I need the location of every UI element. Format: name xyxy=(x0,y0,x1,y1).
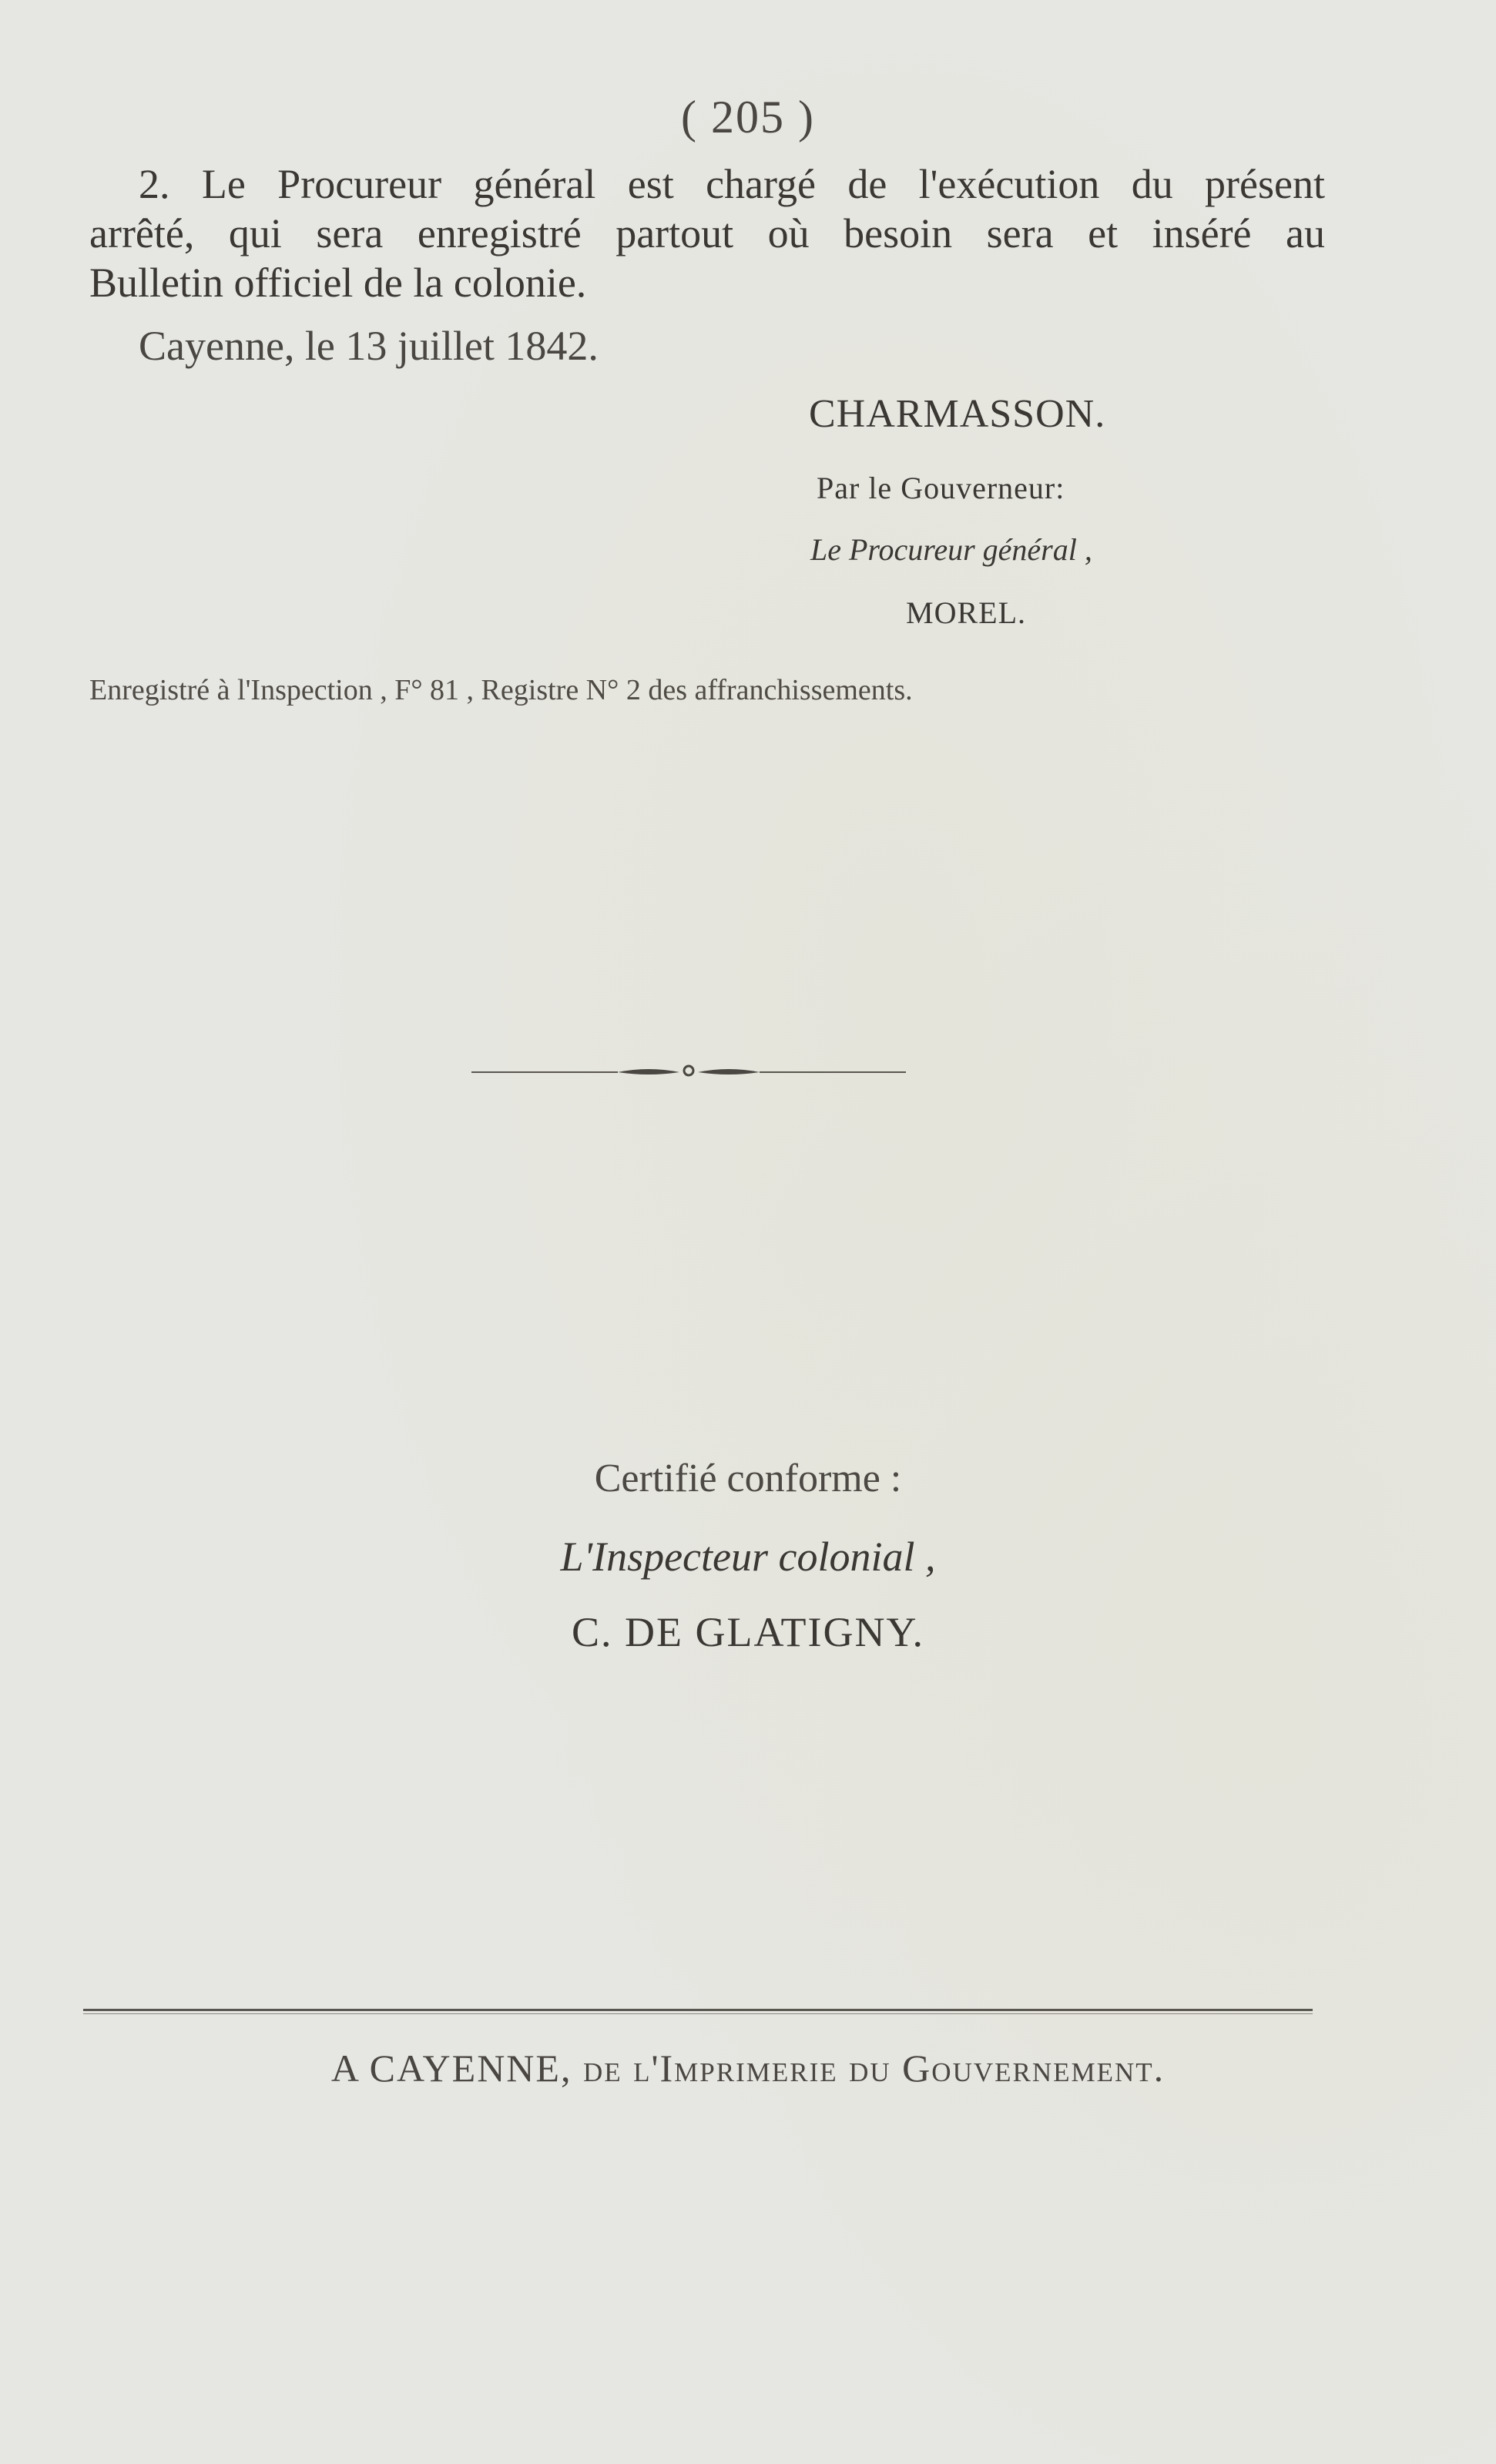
inspecteur-title: L'Inspecteur colonial , xyxy=(560,1534,936,1580)
article-line-1: 2. Le Procureur général est chargé de l'exécution du présent xyxy=(139,161,1325,207)
registration-note: Enregistré à l'Inspection , F° 81 , Registre N° 2 des affranchissements. xyxy=(89,674,913,706)
printer-imprint xyxy=(0,2046,1496,2090)
article-line-3: Bulletin officiel de la colonie. xyxy=(89,260,587,306)
imprint-place: A CAYENNE, xyxy=(330,2047,572,2090)
by-governor-line: Par le Gouverneur: xyxy=(817,471,1065,505)
footer-rule xyxy=(83,2009,1313,2011)
governor-signature: CHARMASSON. xyxy=(809,392,1106,436)
article-line-2: arrêté, qui sera enregistré partout où besoin sera et inséré au xyxy=(89,210,1325,256)
dateline: Cayenne, le 13 juillet 1842. xyxy=(139,323,599,369)
footer-rule-thin xyxy=(83,2013,1313,2014)
ornament-divider-icon xyxy=(471,1057,906,1088)
certification-line: Certifié conforme : xyxy=(594,1457,902,1500)
imprint-printer: de l'Imprimerie du Gouvernement. xyxy=(582,2047,1166,2090)
inspecteur-signature: C. DE GLATIGNY. xyxy=(572,1609,924,1655)
procureur-signature: MOREL. xyxy=(906,595,1026,630)
procureur-title: Le Procureur général , xyxy=(810,532,1092,567)
page-number: ( 205 ) xyxy=(681,92,815,142)
